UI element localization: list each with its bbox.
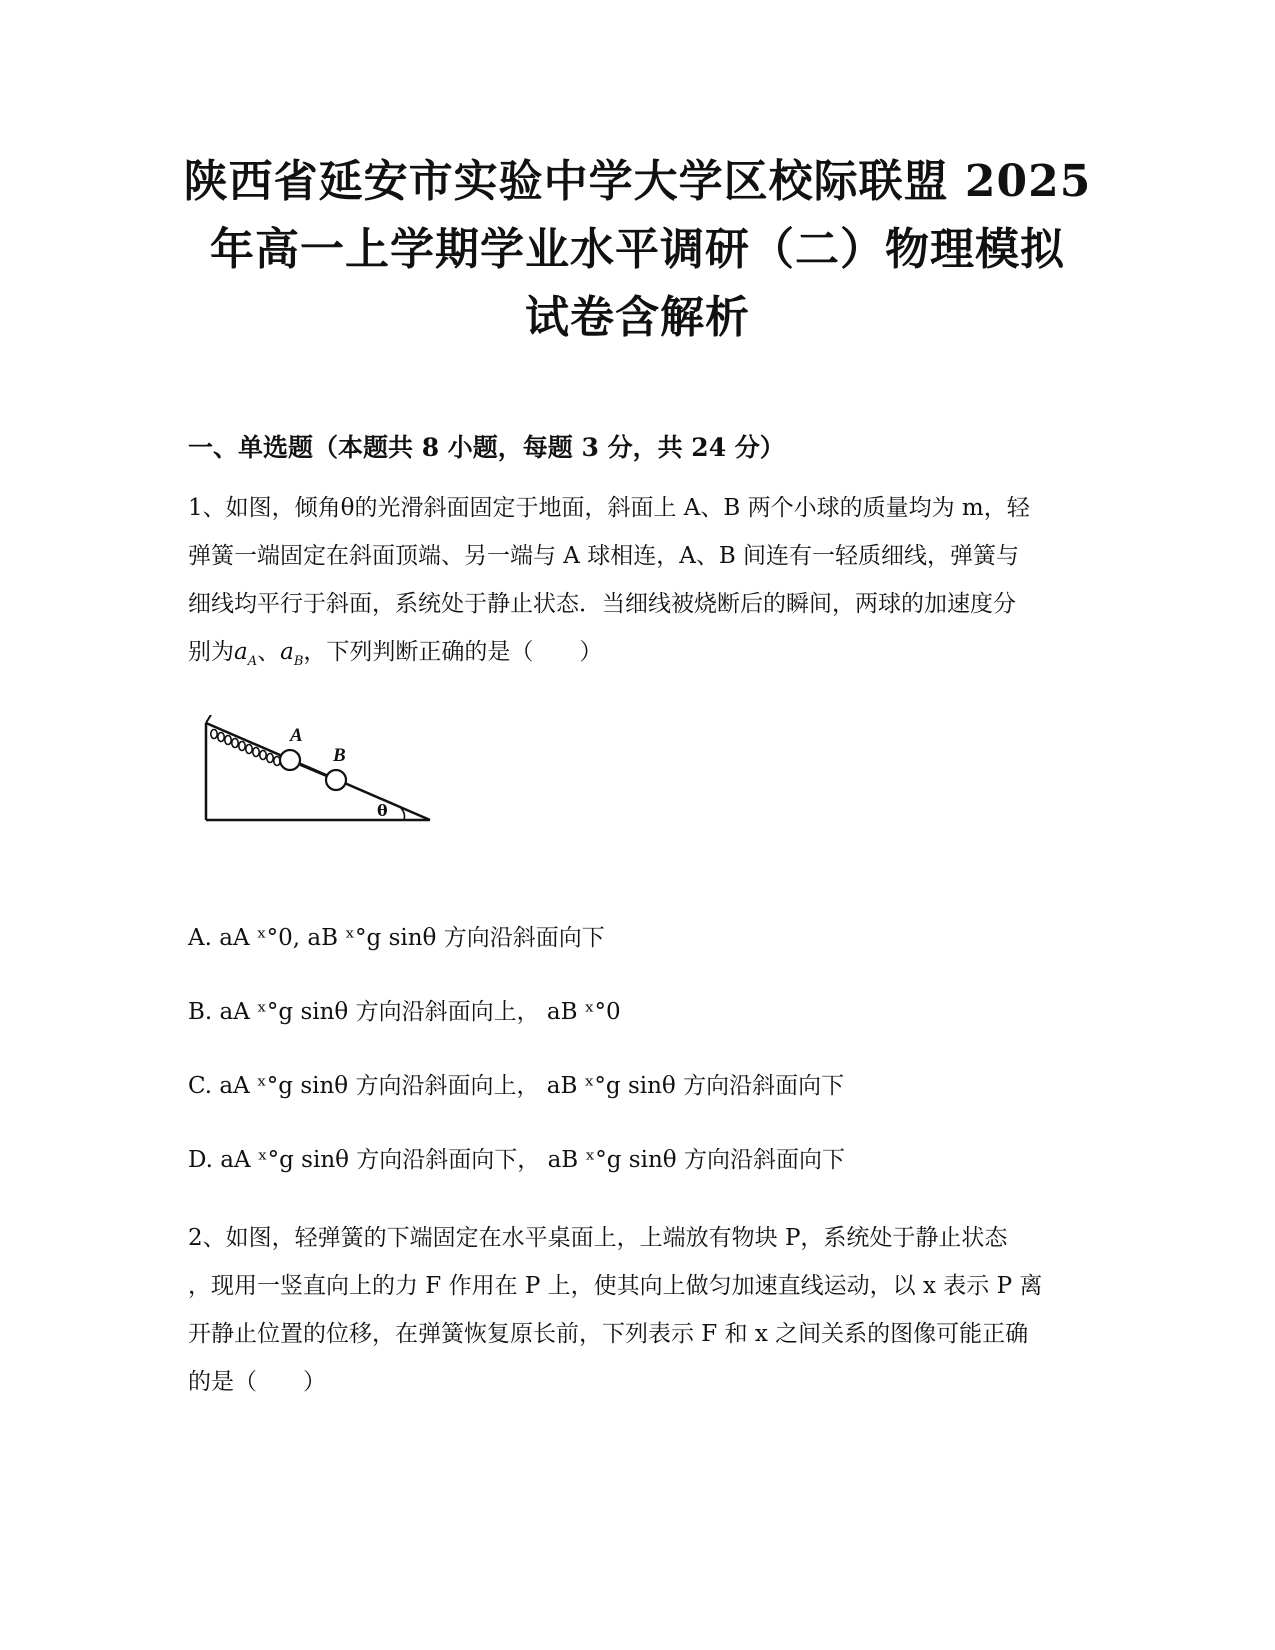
thin-string <box>300 765 326 776</box>
title-line-1: 陕西省延安市实验中学大学区校际联盟 2025 <box>183 156 1092 207</box>
question-2-line-4: 的是（ ） <box>188 1369 326 1395</box>
line-4-suffix: ，下列判断正确的是（ ） <box>303 639 603 665</box>
option-c[interactable]: C. aA ˣ°g sinθ 方向沿斜面向上， aB ˣ°g sinθ 方向沿斜面向下 <box>188 1073 845 1099</box>
label-a: A <box>290 725 303 746</box>
title-line-2: 年高一上学期学业水平调研（二）物理模拟 <box>210 224 1065 275</box>
question-1-line-1: 1、如图，倾角θ的光滑斜面固定于地面，斜面上 A、B 两个小球的质量均为 m，轻 <box>188 495 1030 521</box>
accel-b-subscript: B <box>293 654 304 669</box>
incline-figure <box>200 715 460 865</box>
accel-a-subscript: A <box>247 654 258 669</box>
question-2-line-2: ，现用一竖直向上的力 F 作用在 P 上，使其向上做匀加速直线运动，以 x 表示 P 离 <box>188 1273 1043 1299</box>
incline-slope <box>206 723 430 820</box>
spring <box>211 730 280 766</box>
label-theta: θ <box>377 801 388 820</box>
line-4-prefix: 别为 <box>188 639 234 665</box>
question-2 <box>188 1214 1088 1406</box>
title-line-3: 试卷含解析 <box>525 292 750 343</box>
ball-a <box>280 750 300 770</box>
question-2-line-3: 开静止位置的位移，在弹簧恢复原长前，下列表示 F 和 x 之间关系的图像可能正确 <box>188 1321 1029 1347</box>
line-4-separator: 、 <box>257 639 281 665</box>
question-1 <box>188 484 1088 676</box>
ball-b <box>326 770 346 790</box>
label-b: B <box>333 745 346 766</box>
accel-a-symbol: a <box>234 639 248 665</box>
option-b[interactable]: B. aA ˣ°g sinθ 方向沿斜面向上， aB ˣ°0 <box>188 999 621 1025</box>
option-d[interactable]: D. aA ˣ°g sinθ 方向沿斜面向下， aB ˣ°g sinθ 方向沿斜面向下 <box>188 1147 845 1173</box>
question-1-line-2: 弹簧一端固定在斜面顶端、另一端与 A 球相连，A、B 间连有一轻质细线，弹簧与 <box>188 543 1020 569</box>
question-1-line-4 <box>188 628 1088 676</box>
question-1-line-3: 细线均平行于斜面，系统处于静止状态．当细线被烧断后的瞬间，两球的加速度分 <box>188 591 1016 617</box>
incline-top-cap <box>206 715 212 723</box>
option-a[interactable]: A. aA ˣ°0, aB ˣ°g sinθ 方向沿斜面向下 <box>188 925 605 951</box>
accel-b-symbol: a <box>280 639 294 665</box>
section-heading: 一、单选题（本题共 8 小题，每题 3 分，共 24 分） <box>188 433 785 462</box>
question-2-line-1: 2、如图，轻弹簧的下端固定在水平桌面上，上端放有物块 P，系统处于静止状态 <box>188 1225 1008 1251</box>
document-title <box>150 148 1125 352</box>
